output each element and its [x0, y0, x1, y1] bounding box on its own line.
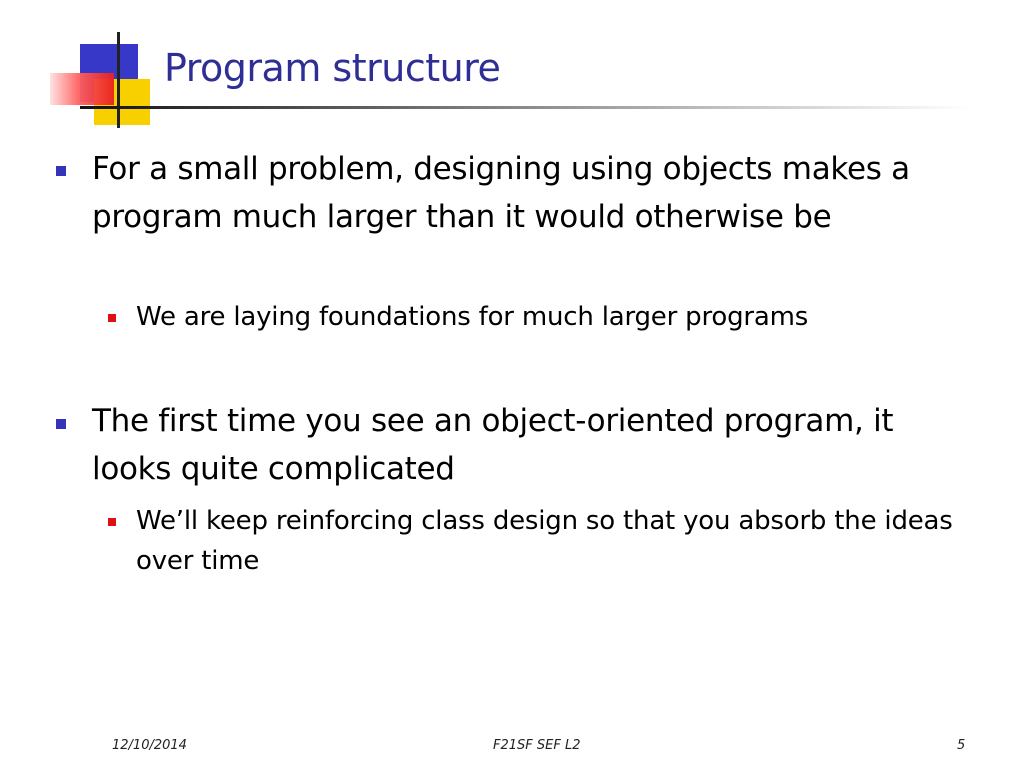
sub-bullet-marker	[108, 314, 116, 322]
footer-page-number: 5	[957, 738, 966, 753]
sub-bullet-marker	[108, 518, 116, 526]
slide-logo-graphic	[0, 0, 170, 135]
slide-title: Program structure	[164, 46, 501, 90]
bullet-text: For a small problem, designing using objects makes a program much larger than it would otherwise be	[92, 151, 910, 235]
bullet-marker	[56, 419, 66, 429]
bullet-text: The first time you see an object-oriented program, it looks quite complicated	[92, 403, 894, 487]
sub-bullet-text: We are laying foundations for much larger programs	[136, 302, 809, 332]
logo-vertical-line	[117, 32, 120, 128]
logo-red-square	[50, 73, 114, 105]
title-underline	[80, 106, 970, 109]
bullet-marker	[56, 166, 66, 176]
footer-course: F21SF SEF L2	[493, 738, 581, 753]
sub-bullet-text: We’ll keep reinforcing class design so that you absorb the ideas over time	[136, 506, 953, 576]
footer-date: 12/10/2014	[112, 738, 187, 753]
